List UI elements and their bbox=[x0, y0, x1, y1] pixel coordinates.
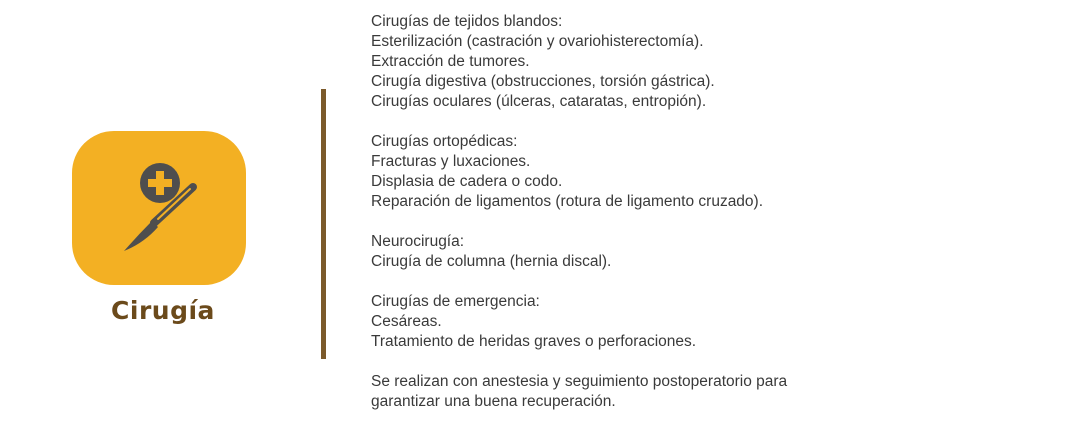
section-heading: Neurocirugía: bbox=[371, 233, 465, 250]
list-item: Extracción de tumores. bbox=[371, 53, 530, 70]
list-item: Fracturas y luxaciones. bbox=[371, 153, 531, 170]
list-item: Cirugías oculares (úlceras, cataratas, entropión). bbox=[371, 93, 707, 110]
list-item: Cesáreas. bbox=[371, 313, 442, 330]
list-item: Displasia de cadera o codo. bbox=[371, 173, 563, 190]
section-heading: Cirugías de tejidos blandos: bbox=[371, 13, 563, 30]
section-soft-tissue bbox=[371, 12, 1061, 112]
closing-line: Se realizan con anestesia y seguimiento postoperatorio para bbox=[371, 373, 788, 390]
list-item: Reparación de ligamentos (rotura de ligamento cruzado). bbox=[371, 193, 764, 210]
list-item: Cirugía digestiva (obstrucciones, torsión gástrica). bbox=[371, 73, 715, 90]
section-orthopedic bbox=[371, 132, 1061, 212]
scalpel-medical-cross-icon bbox=[72, 131, 246, 285]
closing-line: garantizar una buena recuperación. bbox=[371, 393, 616, 410]
list-item: Tratamiento de heridas graves o perforaciones. bbox=[371, 333, 697, 350]
list-item: Esterilización (castración y ovariohisterectomía). bbox=[371, 33, 704, 50]
section-emergency bbox=[371, 292, 1061, 352]
service-title: Cirugía bbox=[111, 296, 215, 325]
section-neurosurgery bbox=[371, 232, 1061, 272]
section-heading: Cirugías ortopédicas: bbox=[371, 133, 518, 150]
vertical-divider bbox=[321, 89, 326, 359]
list-item: Cirugía de columna (hernia discal). bbox=[371, 253, 612, 270]
service-icon-tile bbox=[72, 131, 246, 285]
service-description bbox=[371, 12, 1061, 412]
closing-note bbox=[371, 372, 1061, 412]
section-heading: Cirugías de emergencia: bbox=[371, 293, 540, 310]
